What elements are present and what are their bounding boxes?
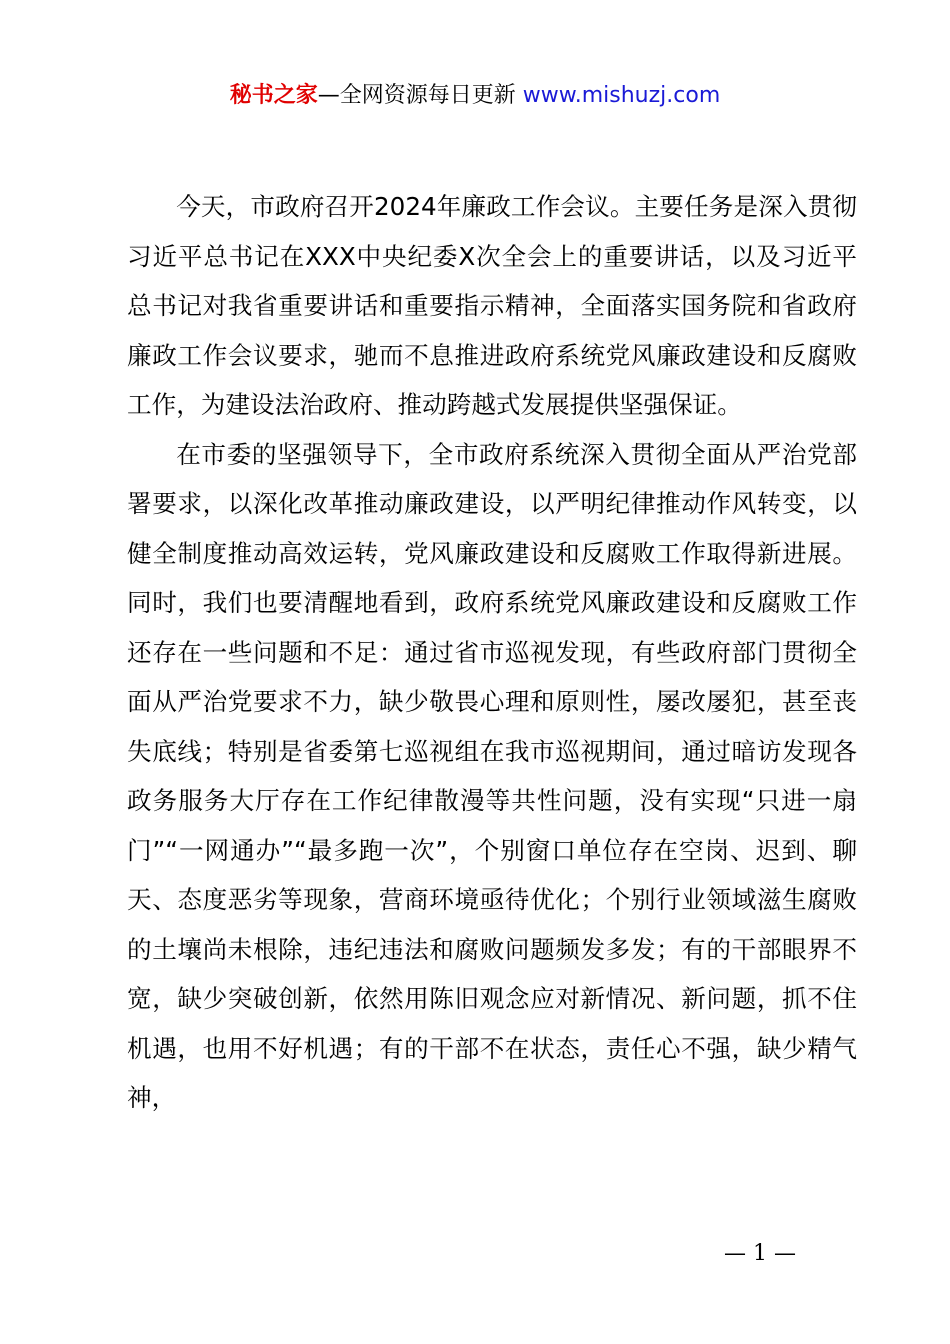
brand-name: 秘书之家 — [229, 83, 318, 108]
header-tagline: —全网资源每日更新 — [317, 83, 523, 108]
page-number: — 1 — — [724, 1241, 796, 1266]
document-header — [0, 80, 950, 112]
site-url-link[interactable]: www.mishuzj.com — [522, 83, 721, 108]
paragraph-1: 今天，市政府召开2024年廉政工作会议。主要任务是深入贯彻习近平总书记在XXX中央纪委X次全会上的重要讲话，以及习近平总书记对我省重要讲话和重要指示精神，全面落实国务院和省政府廉政工作会议要求，驰而不息推进政府系统党风廉政建设和反腐败工作，为建设法治政府、推动跨越式发展提供坚强保证。 — [127, 192, 857, 419]
document-body — [127, 182, 857, 1123]
paragraph-2: 在市委的坚强领导下，全市政府系统深入贯彻全面从严治党部署要求，以深化改革推动廉政建设，以严明纪律推动作风转变，以健全制度推动高效运转，党风廉政建设和反腐败工作取得新进展。同时，我们也要清醒地看到，政府系统党风廉政建设和反腐败工作还存在一些问题和不足：通过省市巡视发现，有些政府部门贯彻全面从严治党要求不力，缺少敬畏心理和原则性，屡改屡犯，甚至丧失底线；特别是省委第七巡视组在我市巡视期间，通过暗访发现各政务服务大厅存在工作纪律散漫等共性问题，没有实现“只进一扇门”“一网通办”“最多跑一次”，个别窗口单位存在空岗、迟到、聊天、态度恶劣等现象，营商环境亟待优化；个别行业领域滋生腐败的土壤尚未根除，违纪违法和腐败问题频发多发；有的干部眼界不宽，缺少突破创新，依然用陈旧观念应对新情况、新问题，抓不住机遇，也用不好机遇；有的干部不在状态，责任心不强，缺少精气神， — [127, 439, 857, 1112]
